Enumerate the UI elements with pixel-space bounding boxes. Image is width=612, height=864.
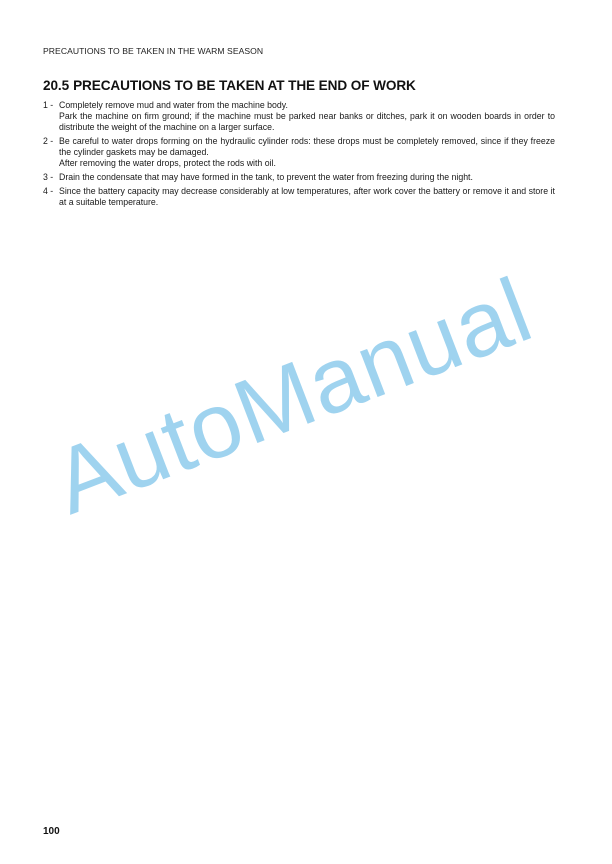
- list-item-marker: 3 -: [43, 172, 54, 182]
- list-item-marker: 1 -: [43, 100, 54, 110]
- section-title: [43, 78, 416, 93]
- watermark: [40, 258, 580, 540]
- running-header: PRECAUTIONS TO BE TAKEN IN THE WARM SEASON: [43, 46, 264, 56]
- list-item-marker: 2 -: [43, 136, 54, 146]
- page-number: 100: [43, 826, 60, 837]
- list-item: [43, 172, 555, 183]
- list-item-text: Park the machine on firm ground; if the machine must be parked near banks or ditches, park it on wooden boards in order to distribute the weight of the machine on a larger surface.: [59, 111, 555, 133]
- list-item-text: Completely remove mud and water from the machine body.: [59, 100, 288, 110]
- watermark-graphic: [40, 258, 580, 540]
- list-item-marker: 4 -: [43, 185, 54, 196]
- section-number: 20.5: [43, 78, 70, 93]
- list-item: [43, 136, 555, 170]
- watermark-text: AutoManual: [40, 258, 545, 534]
- list-item: [43, 100, 555, 134]
- list-item: [43, 186, 555, 208]
- list-item-text: After removing the water drops, protect the rods with oil.: [59, 158, 276, 169]
- list-item-text: Since the battery capacity may decrease considerably at low temperatures, after work cover the battery or remove it and store it at a suitable temperature.: [59, 185, 555, 207]
- list-item-text: Be careful to water drops forming on the hydraulic cylinder rods: these drops must be completely removed, since if they freeze the cylinder gaskets may be damaged.: [59, 136, 555, 158]
- precautions-list: [43, 100, 555, 210]
- list-item-text: Drain the condensate that may have formed in the tank, to prevent the water from freezing during the night.: [59, 172, 473, 182]
- section-title-text: PRECAUTIONS TO BE TAKEN AT THE END OF WORK: [73, 78, 416, 93]
